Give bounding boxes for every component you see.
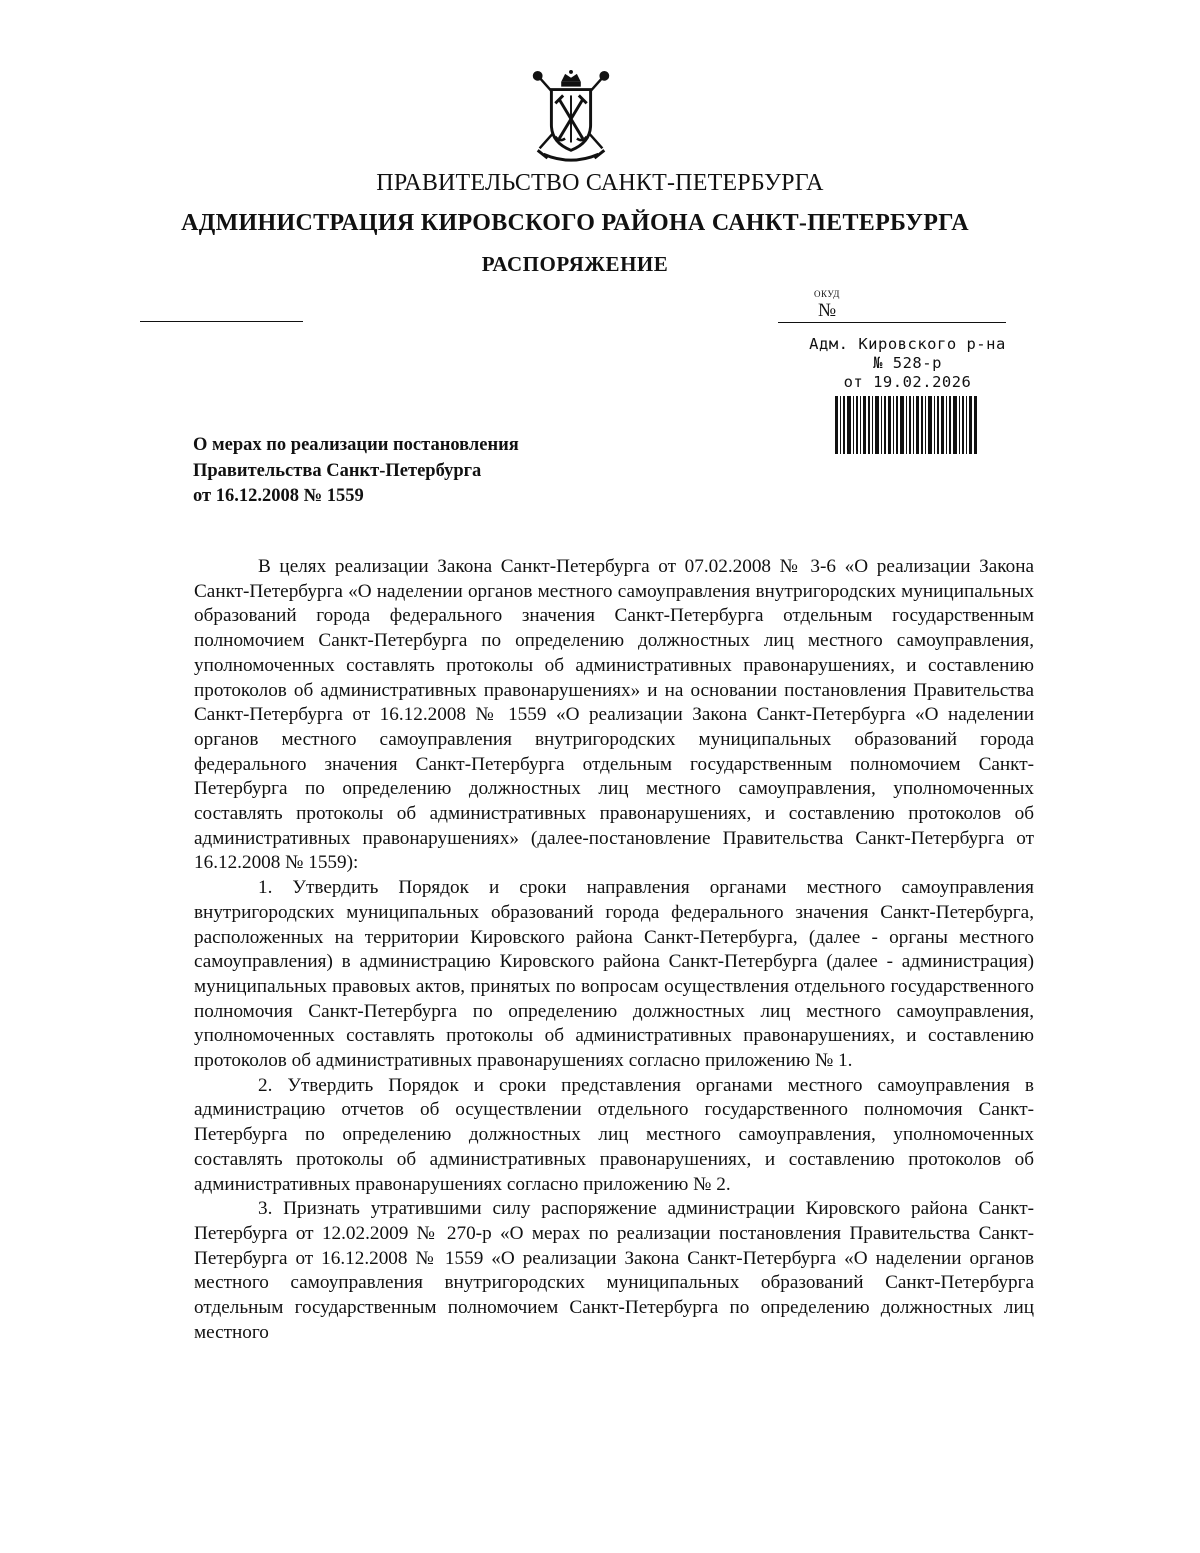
barcode-icon bbox=[835, 396, 977, 454]
item-3-paragraph: 3. Признать утратившими силу распоряжение администрации Кировского района Санкт-Петербурга от 12.02.2009 № 270-р «О мерах по реализации постановления Правительства Санкт-Петербурга от 16.12.2008 № 1559 «О реализации Закона Санкт-Петербурга «О наделении органов местного самоуправления внутригородских муниципальных образований Санкт-Петербурга отдельным государственным полномочием Санкт-Петербурга по определению должностных лиц местного bbox=[194, 1198, 1034, 1343]
subject-line-1: О мерах по реализации постановления bbox=[193, 435, 519, 455]
number-label: № bbox=[818, 300, 837, 321]
document-subject bbox=[193, 433, 653, 510]
saint-petersburg-coat-of-arms-icon bbox=[522, 68, 620, 166]
stamp-line-1: Адм. Кировского р-на bbox=[809, 335, 1006, 353]
document-body bbox=[194, 555, 1034, 1346]
stamp-line-2: № 528-р bbox=[873, 354, 942, 372]
preamble-paragraph: В целях реализации Закона Санкт-Петербурга от 07.02.2008 № 3-6 «О реализации Закона Санкт-Петербурга «О наделении органов местного самоуправления внутригородских муниципальных образований города федерального значения Санкт-Петербурга отдельным государственным полномочием Санкт-Петербурга по определению должностных лиц местного самоуправления, уполномоченных составлять протоколы об административных правонарушениях, и составлению протоколов об административных правонарушениях» и на основании постановления Правительства Санкт-Петербурга от 16.12.2008 № 1559 «О реализации Закона Санкт-Петербурга «О наделении органов местного самоуправления внутригородских муниципальных образований города федерального значения Санкт-Петербурга отдельным государственным полномочием Санкт-Петербурга по определению должностных лиц местного самоуправления, уполномоченных составлять протоколы об административных правонарушениях, и составлению протоколов об административных правонарушениях» (далее-постановление Правительства Санкт-Петербурга от 16.12.2008 № 1559): bbox=[194, 556, 1034, 874]
date-blank-line bbox=[140, 321, 303, 322]
registration-stamp bbox=[800, 335, 1015, 392]
stamp-line-3: от 19.02.2026 bbox=[843, 373, 972, 391]
document-type: РАСПОРЯЖЕНИЕ bbox=[481, 252, 669, 276]
subject-line-2: Правительства Санкт-Петербурга bbox=[193, 460, 482, 481]
number-blank-line bbox=[778, 322, 1006, 323]
item-1-paragraph: 1. Утвердить Порядок и сроки направления органами местного самоуправления внутригородских муниципальных образований города федерального значения Санкт-Петербурга, расположенных на территории Кировского района Санкт-Петербурга, (далее - органы местного самоуправления) в администрацию Кировского района Санкт-Петербурга (далее - администрация) муниципальных правовых актов, принятых по вопросам осуществления отдельного государственного полномочия Санкт-Петербурга по определению должностных лиц местного самоуправления, уполномоченных составлять протоколы об административных правонарушениях, и составлению протоколов об административных правонарушениях согласно приложению № 1. bbox=[194, 877, 1034, 1072]
subject-line-3: от 16.12.2008 № 1559 bbox=[193, 486, 364, 506]
administration-name: АДМИНИСТРАЦИЯ КИРОВСКОГО РАЙОНА САНКТ-ПЕТЕРБУРГА bbox=[181, 210, 969, 236]
okud-label: ОКУД bbox=[814, 289, 840, 299]
item-2-paragraph: 2. Утвердить Порядок и сроки представления органами местного самоуправления в администрацию отчетов об осуществлении отдельного государственного полномочия Санкт-Петербурга по определению должностных лиц местного самоуправления, уполномоченных составлять протоколы об административных правонарушениях, и составлению протоколов об административных правонарушениях согласно приложению № 2. bbox=[194, 1074, 1034, 1195]
government-name: ПРАВИТЕЛЬСТВО САНКТ-ПЕТЕРБУРГА bbox=[376, 170, 824, 196]
